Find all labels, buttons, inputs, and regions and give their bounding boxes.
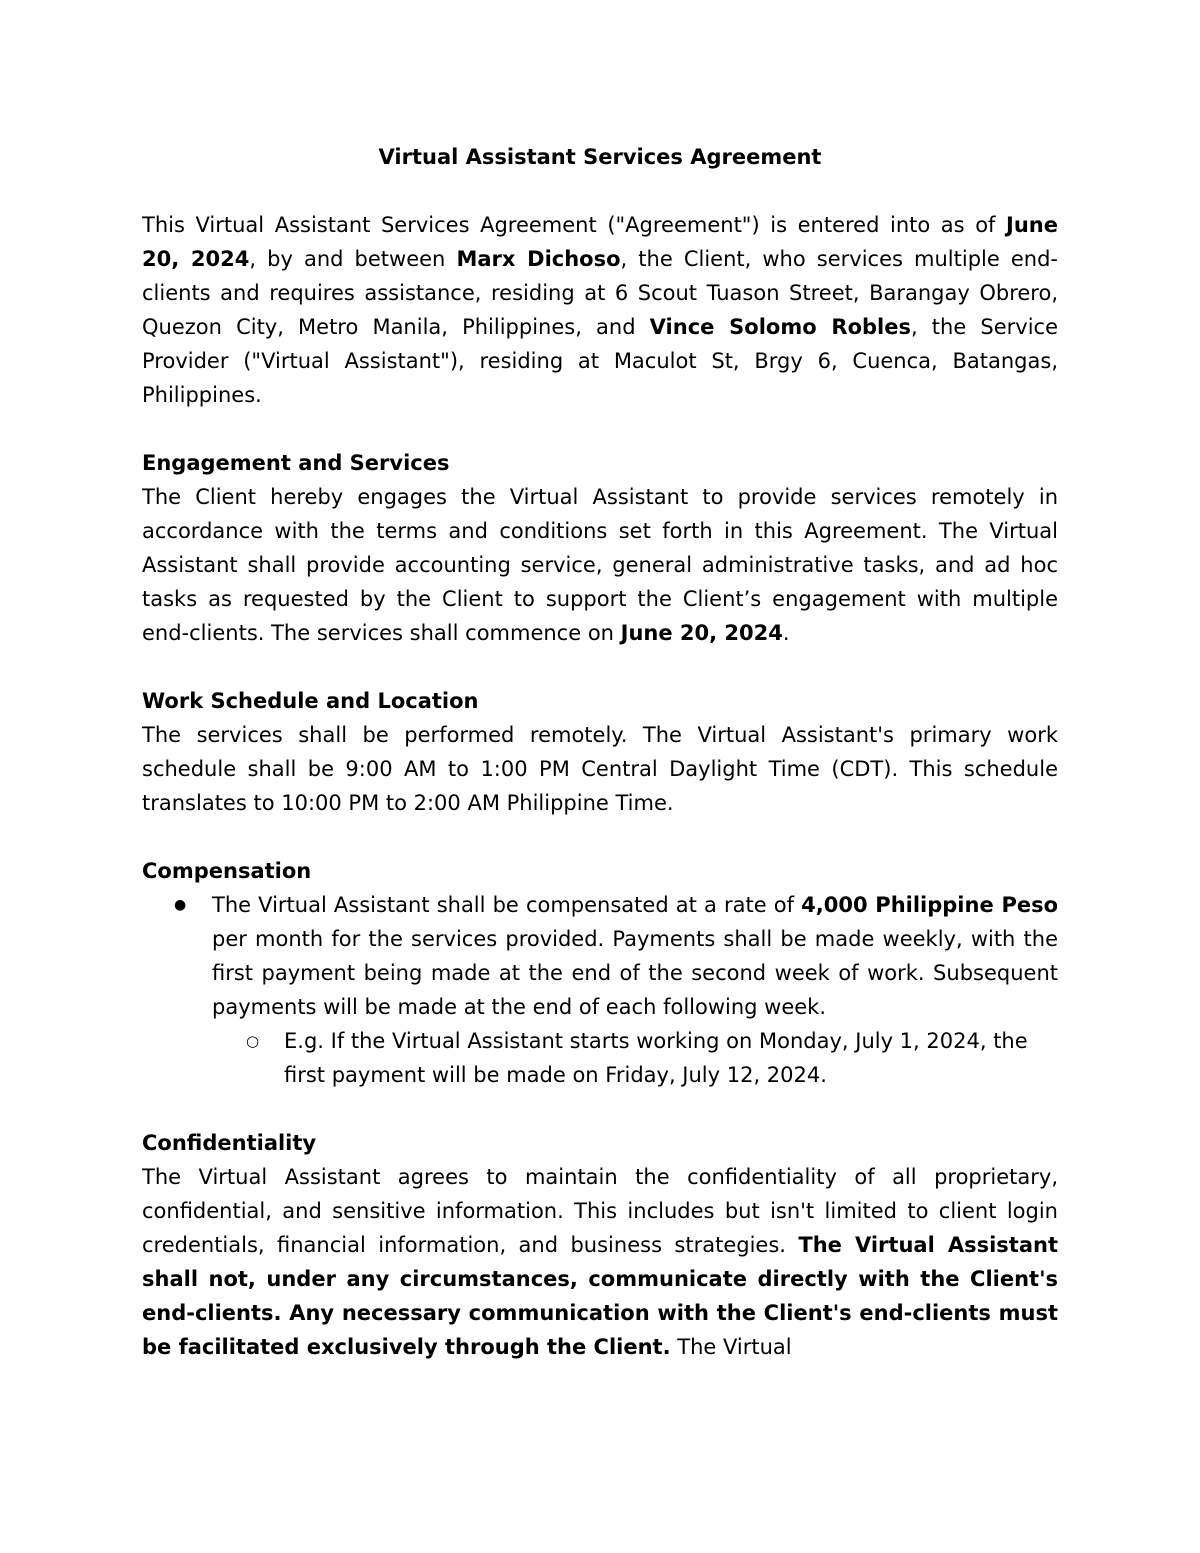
client-name: Marx Dichoso <box>456 247 621 271</box>
schedule-heading: Work Schedule and Location <box>142 689 479 713</box>
confidentiality-paragraph <box>142 1160 1058 1364</box>
intro-text-2: , by and between <box>249 247 457 271</box>
engagement-text-2: . <box>782 621 790 645</box>
agreement-date: June 20, 2024 <box>142 213 1058 271</box>
intro-text-4: , the Service Provider ("Virtual Assistant"), residing at Maculot St, Brgy 6, Cuenca, Batangas, Philippines. <box>142 315 1058 407</box>
provider-name: Vince Solomo Robles <box>649 315 911 339</box>
intro-text-1: This Virtual Assistant Services Agreement ("Agreement") is entered into as of <box>142 213 1007 237</box>
commence-date: June 20, 2024 <box>620 621 783 645</box>
list-item: ○ E.g. If the Virtual Assistant starts working on Monday, July 1, 2024, the first payment will be made on Friday, July 12, 2024. <box>284 1024 1058 1092</box>
compensation-sublist <box>212 1024 1058 1092</box>
compensation-list <box>142 888 1058 1092</box>
list-item <box>212 888 1058 1092</box>
confidentiality-heading: Confidentiality <box>142 1131 317 1155</box>
compensation-heading: Compensation <box>142 859 312 883</box>
confidentiality-text-2: The Virtual <box>670 1335 792 1359</box>
confidentiality-text-1: The Virtual Assistant agrees to maintain the confidentiality of all proprietary, confidential, and sensitive information. This includes but isn't limited to client login credentials, financial information, and business strategies. <box>142 1165 1058 1257</box>
section-compensation <box>142 854 1058 1092</box>
engagement-paragraph <box>142 480 1058 650</box>
document-page <box>142 140 1058 1364</box>
intro-paragraph <box>142 208 1058 412</box>
document-title: Virtual Assistant Services Agreement <box>378 145 822 169</box>
intro-text-3: , the Client, who services multiple end-clients and requires assistance, residing at 6 Scout Tuason Street, Barangay Obrero, Quezon City, Metro Manila, Philippines, and <box>142 247 1059 339</box>
section-schedule <box>142 684 1058 820</box>
confidentiality-bold-text: The Virtual Assistant shall not, under any circumstances, communicate directly with the Client's end-clients. Any necessary communication with the Client's end-clients must be facilitated exclusively through the Client. <box>142 1233 1058 1359</box>
compensation-text-1: The Virtual Assistant shall be compensated at a rate of <box>212 893 802 917</box>
engagement-heading: Engagement and Services <box>142 451 450 475</box>
section-engagement <box>142 446 1058 650</box>
compensation-rate: 4,000 Philippine Peso <box>801 893 1059 917</box>
section-confidentiality <box>142 1126 1058 1364</box>
schedule-paragraph: The services shall be performed remotely. The Virtual Assistant's primary work schedule shall be 9:00 AM to 1:00 PM Central Daylight Time (CDT). This schedule translates to 10:00 PM to 2:00 AM Philippine Time. <box>142 723 1058 815</box>
compensation-text-2: per month for the services provided. Payments shall be made weekly, with the first payment being made at the end of the second week of work. Subsequent payments will be made at the end of each following week. <box>212 927 1058 1019</box>
engagement-text-1: The Client hereby engages the Virtual Assistant to provide services remotely in accordance with the terms and conditions set forth in this Agreement. The Virtual Assistant shall provide accounting service, general administrative tasks, and ad hoc tasks as requested by the Client to support the Client’s engagement with multiple end-clients. The services shall commence on <box>142 485 1058 645</box>
